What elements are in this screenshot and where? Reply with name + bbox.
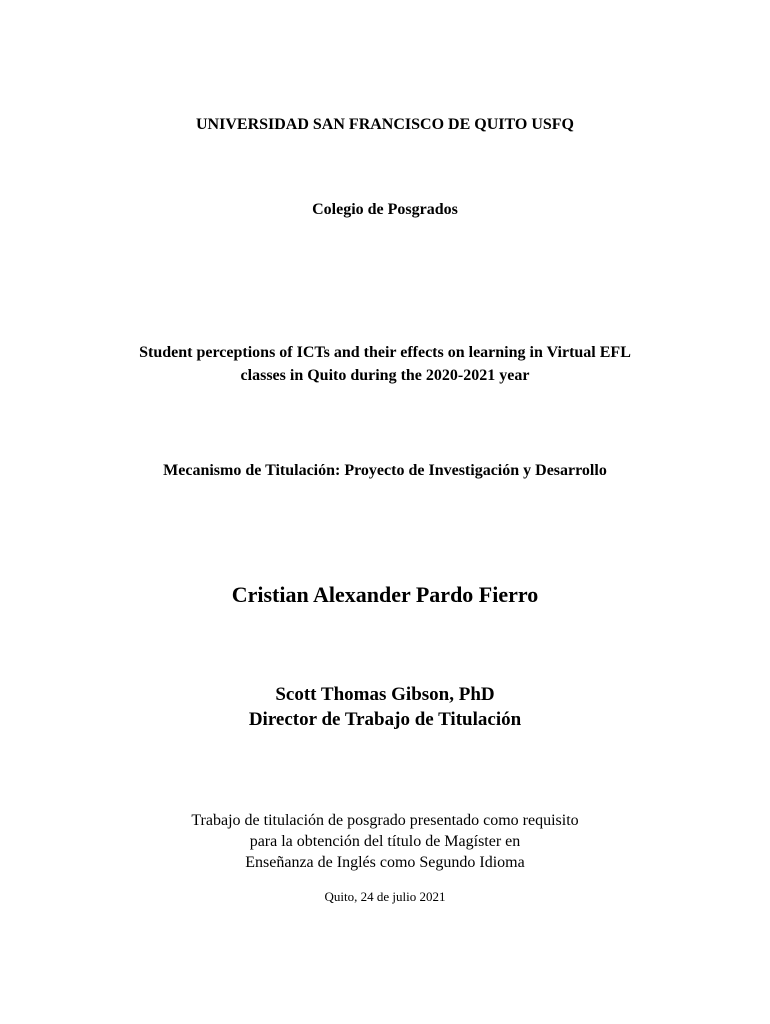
university-name: UNIVERSIDAD SAN FRANCISCO DE QUITO USFQ [196, 116, 574, 133]
college-name: Colegio de Posgrados [312, 201, 458, 218]
thesis-title-line-1: Student perceptions of ICTs and their effects on learning in Virtual EFL [139, 344, 631, 361]
graduation-mechanism: Mecanismo de Titulación: Proyecto de Investigación y Desarrollo [163, 462, 607, 479]
thesis-title-line-2: classes in Quito during the 2020-2021 year [240, 367, 530, 384]
requirement-line-3: Enseñanza de Inglés como Segundo Idioma [245, 854, 525, 871]
author-name: Cristian Alexander Pardo Fierro [231, 582, 539, 607]
director-name: Scott Thomas Gibson, PhD [275, 684, 495, 705]
date-place: Quito, 24 de julio 2021 [324, 889, 446, 904]
requirement-line-2: para la obtención del título de Magíster en [249, 833, 521, 850]
director-role: Director de Trabajo de Titulación [248, 709, 522, 730]
requirement-line-1: Trabajo de titulación de posgrado presentado como requisito [191, 812, 579, 829]
